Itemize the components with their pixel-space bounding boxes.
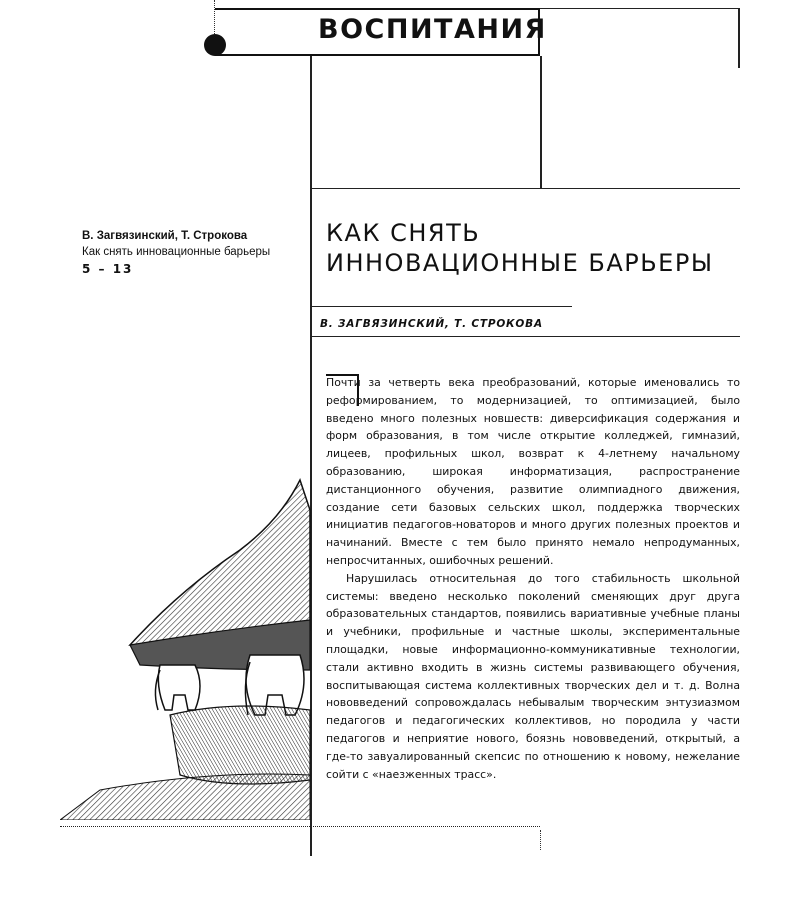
article-body [326, 374, 740, 783]
article-title-line2: ИННОВАЦИОННЫЕ БАРЬЕРЫ [326, 249, 714, 277]
vertical-rule-right [738, 8, 740, 68]
rule-above-title [310, 188, 740, 189]
body-paragraph-1: Почти за четверть века преобразований, которые именовались то реформированием, то модернизацией, то оптимизацией, было введено много полезных новшеств: диверсификация содержания и форм образования, в том числе открытие колледжей, гимназий, лицеев, профильных школ, возврат к 4-летнему начальному образованию, широкая информатизация, распространение дистанционного обучения, развитие олимпиадного движения, создание сети базовых сельских школ, поддержка творческих инициатив педагогов-новаторов и много других полезных проектов и начинаний. Вместе с тем было принято немало непродуманных, непросчитанных, ошибочных решений. [326, 376, 740, 567]
pagoda-elephants-illustration [60, 470, 315, 820]
article-title [326, 218, 714, 278]
side-pages: 5 – 13 [82, 262, 134, 276]
section-title: ВОСПИТАНИЯ [318, 14, 547, 45]
dotted-guide-line-bottom [540, 830, 541, 850]
side-authors: В. Загвязинский, Т. Строкова [82, 230, 248, 242]
article-title-line1: КАК СНЯТЬ [326, 219, 481, 247]
rule-below-title [310, 306, 572, 307]
vertical-rule-mid [540, 56, 542, 188]
article-byline: В. ЗАГВЯЗИНСКИЙ, Т. СТРОКОВА [320, 318, 543, 330]
top-rule [540, 8, 740, 9]
bottom-rule [60, 826, 540, 827]
body-paragraph-2: Нарушилась относительная до того стабильность школьной системы: введено несколько поколений сменяющих друг друга образовательных стандартов, появились вариативные учебные планы и учебники, профильные и частные школы, экспериментальные площадки, новые информационно-коммуникативные технологии, стали активно входить в жизнь системы развивающего обучения, воспитывающая система коллективных творческих дел и т. д. Волна нововведений сопровождалась небывалым творческим энтузиазмом педагогов и педагогических коллективов, но породила у части педагогов и неприятие нового, боязнь нововведений, открытый, а где-то завуалированный скепсис по отношению к новому, нежелание сойти с «наезженных трасс». [326, 571, 740, 781]
side-reference [82, 228, 292, 278]
side-title: Как снять инновационные барьеры [82, 246, 271, 258]
rule-below-byline [310, 336, 740, 337]
